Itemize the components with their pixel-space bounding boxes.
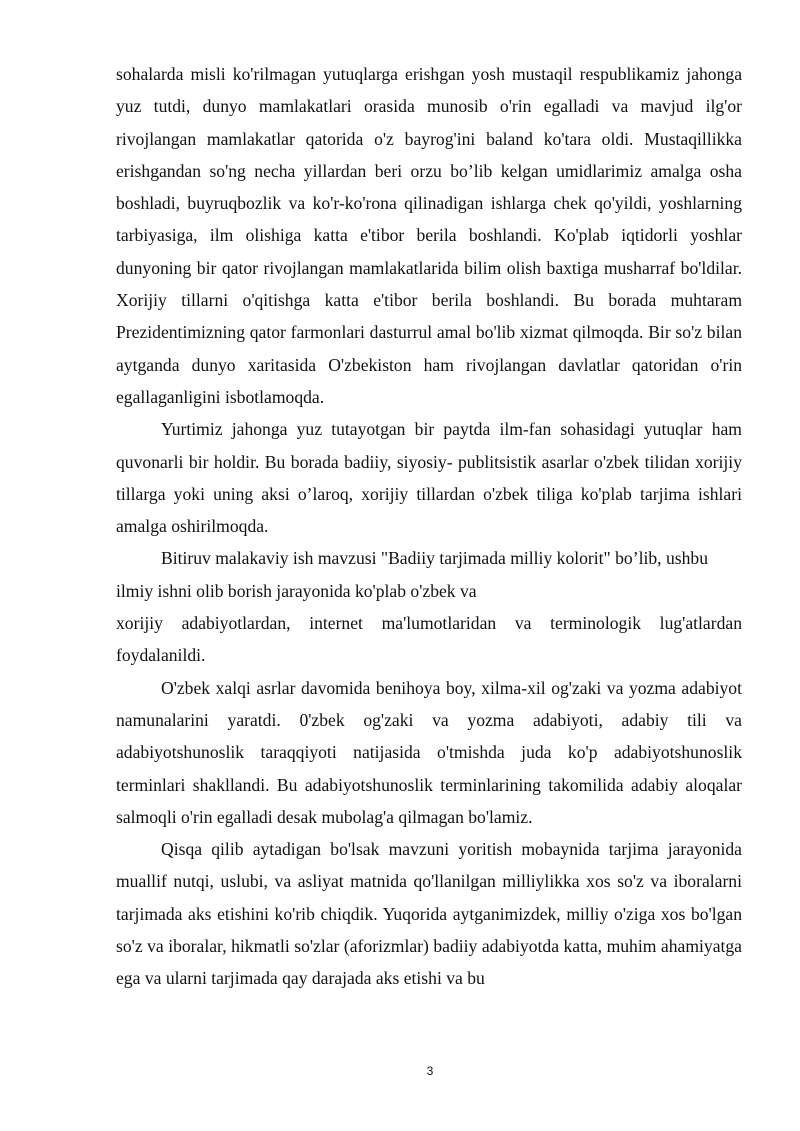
paragraph-summary: Qisqa qilib aytadigan bo'lsak mavzuni yoritish mobaynida tarjima jarayonida muallif nutqi, uslubi, va asliyat matnida qo'llanilgan milliylikka xos so'z va iboralarni tarjimada aks etishini ko'rib chiqdik. Yuqorida aytganimizdek, milliy o'ziga xos bo'lgan so'z va iboralar, hikmatli so'zlar (aforizmlar) badiiy adabiyotda katta, muhim ahamiyatga ega va ularni tarjimada qay darajada aks etishi va bu [116,839,742,989]
page-number: 3 [426,1064,434,1078]
document-page [116,58,742,995]
paragraph-intro-continuation: sohalarda misli ko'rilmagan yutuqlarga erishgan yosh mustaqil respublikamiz jahonga yuz tutdi, dunyo mamlakatlari orasida munosib o'rin egalladi va mavjud ilg'or rivojlangan mamlakatlar qatorida o'z bayrog'ini baland ko'tara oldi. Mustaqillikka erishgandan so'ng necha yillardan beri orzu bo’lib kelgan umidlarimiz amalga osha boshladi, buyruqbozlik va ko'r-ko'rona qilinadigan ishlarga chek qo'yildi, yoshlarning tarbiyasiga, ilm olishiga katta e'tibor berila boshlandi. Ko'plab iqtidorli yoshlar dunyoning bir qator rivojlangan mamlakatlarida bilim olish baxtiga musharraf bo'ldilar. Xorijiy tillarni o'qitishga katta e'tibor berila boshlandi. Bu borada muhtaram Prezidentimizning qator farmonlari dasturrul amal bo'lib xizmat qilmoqda. Bir so'z bilan aytganda dunyo xaritasida O'zbekiston ham rivojlangan davlatlar qatoridan o'rin egallaganligini isbotlamoqda. [116,64,742,407]
paragraph-thesis-topic-line: Bitiruv malakaviy ish mavzusi "Badiiy tarjimada milliy kolorit" bo’lib, ushbu ilmiy ishni olib borish jarayonida ko'plab o'zbek va [116,548,708,601]
paragraph-science-achievements: Yurtimiz jahonga yuz tutayotgan bir paytda ilm-fan sohasidagi yutuqlar ham quvonarli bir holdir. Bu borada badiiy, siyosiy- publitsistik asarlar o'zbek tilidan xorijiy tillarga yoki uning aksi o’laroq, xorijiy tillardan o'zbek tiliga ko'plab tarjima ishlari amalga oshirilmoqda. [116,419,742,537]
paragraph-thesis-topic-continuation: xorijiy adabiyotlardan, internet ma'lumotlaridan va terminologik lug'atlardan foydalanildi. [116,613,742,666]
paragraph-uzbek-literature: O'zbek xalqi asrlar davomida benihoya boy, xilma-xil og'zaki va yozma adabiyot namunalarini yaratdi. 0'zbek og'zaki va yozma adabiyoti, adabiy tili va adabiyotshunoslik taraqqiyoti natijasida o'tmishda juda ko'p adabiyotshunoslik terminlari shakllandi. Bu adabiyotshunoslik terminlarining takomilida adabiy aloqalar salmoqli o'rin egalladi desak mubolag'a qilmagan bo'lamiz. [116,677,742,827]
